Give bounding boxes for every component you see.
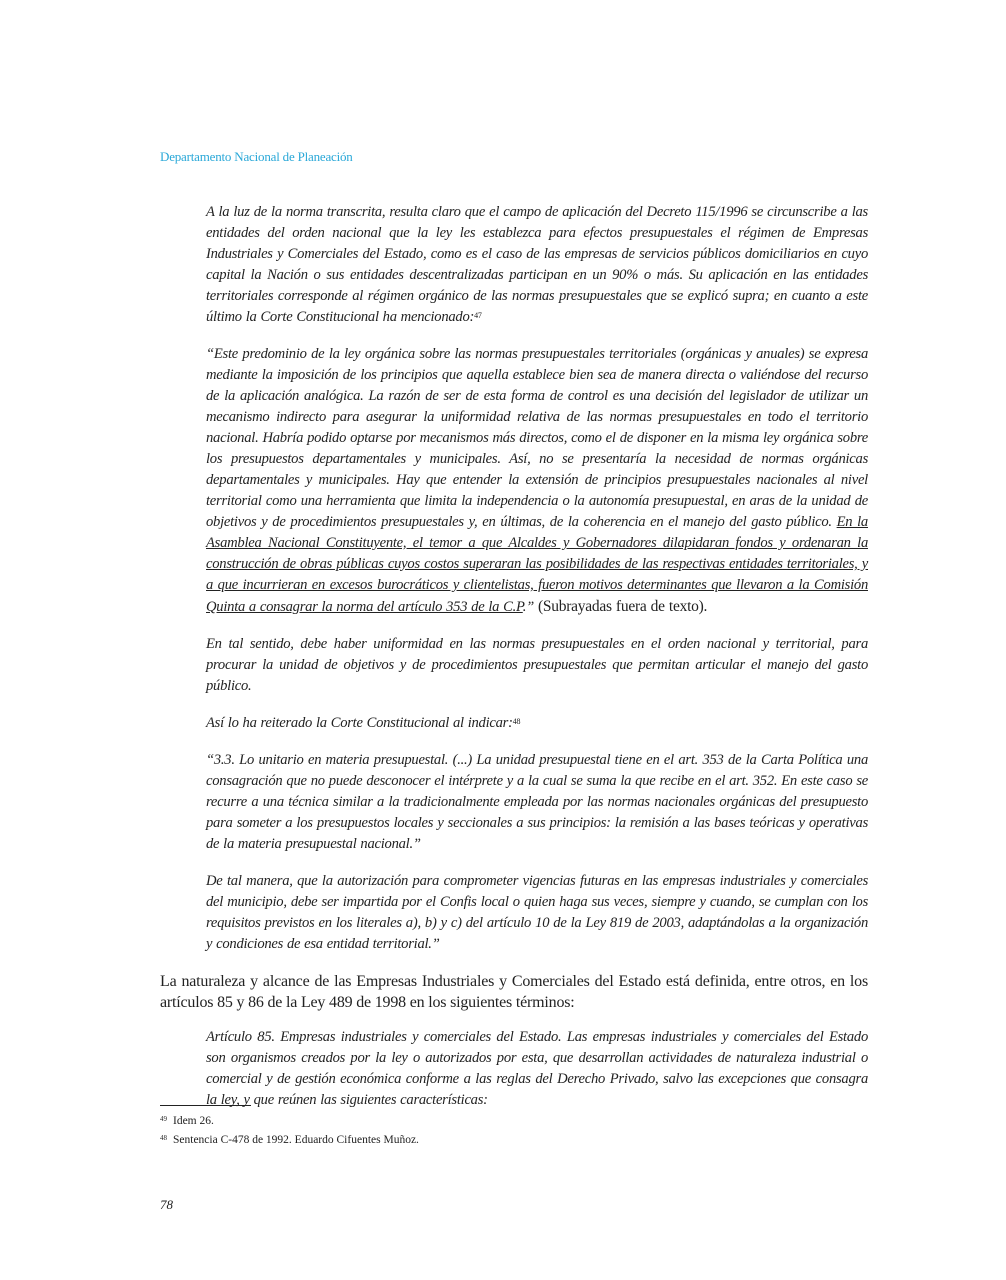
emphasis-note: (Subrayadas fuera de texto). [537, 598, 708, 615]
paragraph-text: “Este predominio de la ley orgánica sobre las normas presupuestales territoriales (orgánicas y anuales) se expresa mediante la imposición de los principios que aquella establece bien sea de manera directa o valiéndose del recurso de la aplicación analógica. La razón de ser de esta forma de control es una decisión del legislador de utilizar un mecanismo indirecto para asegurar la uniformidad relativa de las normas presupuestales en todo el territorio nacional. Habría podido optarse por mecanismos más directos, como el de disponer en la misma ley orgánica sobre los presupuestos departamentales y municipales. Así, no se presentaría la necesidad de normas orgánicas departamentales y municipales. Hay que entender la extensión de principios presupuestales nacionales al nivel territorial como una herramienta que limita la independencia o la autonomía presupuestal, en aras de la unidad de objetivos y de procedimientos presupuestales y, en últimas, de la coherencia en el manejo del gasto público. [206, 346, 868, 530]
footnote-number: 49 [160, 1115, 167, 1123]
quote-paragraph: “3.3. Lo unitario en materia presupuestal. (...) La unidad presupuestal tiene en el art. 353 de la Carta Política una consagración que no puede desconocer el intérprete y a la cual se suma la que recibe en el art. 352. En este caso se recurre a una técnica similar a la tradicionalmente empleada por las normas nacionales orgánicas del presupuesto para someter a los presupuestos locales y seccionales a sus principios: la remisión a las bases teóricas y operativas de la materia presupuestal nacional.” [206, 752, 868, 852]
underlined-text: En la Asamblea Nacional Constituyente, el temor a que Alcaldes y Gobernadores dilapidaran fondos y ordenaran la construcción de obras públicas cuyos costos superaran las posibilidades de las respectivas entidades territoriales, y a que incurrieran en excesos burocráticos y clientelistas, fueron motivos determinantes que llevaron a la Comisión Quinta a consagrar la norma del artículo 353 de la C.P [206, 514, 868, 615]
paragraph-text: Así lo ha reiterado la Corte Constitucional al indicar: [206, 715, 513, 731]
paragraph-text: A la luz de la norma transcrita, resulta claro que el campo de aplicación del Decreto 115/1996 se circunscribe a las entidades del orden nacional que la ley les establezca para efectos presupuestales el régimen de Empresas Industriales y Comerciales del Estado, como es el caso de las empresas de servicios públicos domiciliarios en cuyo capital la Nación o sus entidades descentralizadas participan en un 90% o más. Su aplicación en las entidades territoriales corresponde al régimen orgánico de las normas presupuestales que se explicó supra; en cuanto a este último la Corte Constitucional ha mencionado: [206, 204, 868, 325]
footnote [160, 1131, 419, 1150]
page-body [160, 202, 868, 1111]
footnote-text: Sentencia C-478 de 1992. Eduardo Cifuentes Muñoz. [173, 1134, 419, 1146]
running-header: Departamento Nacional de Planeación [160, 149, 353, 164]
quote-paragraph: Artículo 85. Empresas industriales y comerciales del Estado. Las empresas industriales y comerciales del Estado son organismos creados por la ley o autorizados por esta, que desarrollan actividades de naturaleza industrial o comercial y de gestión económica conforme a las reglas del Derecho Privado, salvo las excepciones que consagra la ley, y que reúnen las siguientes características: [206, 1029, 868, 1108]
footnotes [160, 1112, 419, 1150]
quote-paragraph: De tal manera, que la autorización para comprometer vigencias futuras en las empresas industriales y comerciales del municipio, debe ser impartida por el Confis local o quien haga sus veces, siempre y cuando, se cumplan con los requisitos previstos en los literales a), b) y c) del artículo 10 de la Ley 819 de 2003, adaptándolas a la organización y condiciones de esa entidad territorial.” [206, 873, 868, 952]
footnote-divider [160, 1105, 251, 1106]
quote-paragraph [206, 202, 868, 328]
quote-end: .” [522, 599, 538, 615]
quote-paragraph [206, 713, 868, 734]
quote-paragraph: En tal sentido, debe haber uniformidad en las normas presupuestales en el orden nacional y territorial, para procurar la unidad de objetivos y de procedimientos presupuestales que permitan articular el manejo del gasto público. [206, 636, 868, 694]
footnote-ref[interactable]: 47 [474, 311, 482, 320]
footnote-number: 48 [160, 1134, 167, 1142]
quote-paragraph [206, 344, 868, 618]
footnote-text: Idem 26. [173, 1115, 214, 1127]
footnote [160, 1112, 419, 1131]
page-number: 78 [160, 1197, 173, 1212]
footnote-ref[interactable]: 48 [512, 717, 521, 726]
body-paragraph: La naturaleza y alcance de las Empresas Industriales y Comerciales del Estado está definida, entre otros, en los artículos 85 y 86 de la Ley 489 de 1998 en los siguientes términos: [160, 973, 868, 1011]
